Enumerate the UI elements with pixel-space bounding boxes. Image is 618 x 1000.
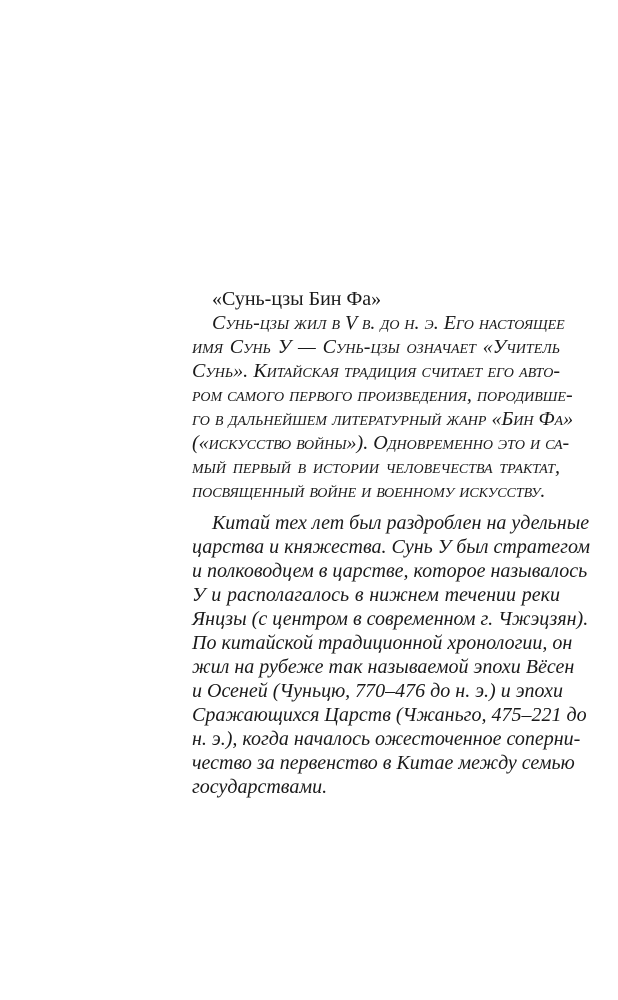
- paragraph2-line: По китайской традиционной хронологии, он: [192, 632, 573, 654]
- paragraph2-line: У и располагалось в нижнем течении реки: [192, 584, 560, 606]
- section-heading: «Сунь-цзы Бин Фа»: [212, 288, 382, 310]
- paragraph1-line: Сунь-цзы жил в V в. до н. э. Его настоящее: [212, 312, 565, 334]
- paragraph1-line: («искусство войны»). Одновременно это и са-: [192, 432, 570, 454]
- paragraph2-line: Китай тех лет был раздроблен на удельные: [212, 512, 590, 534]
- paragraph1-line: мый первый в истории человечества трактат,: [192, 456, 560, 478]
- paragraph2-line: царства и княжества. Сунь У был стратегом: [192, 536, 590, 558]
- paragraph1-line: посвященный войне и военному искусству.: [192, 480, 546, 502]
- paragraph1-line: Сунь». Китайская традиция считает его авто-: [192, 360, 560, 382]
- paragraph2-line: государствами.: [192, 776, 328, 798]
- paragraph1-line: ром самого первого произведения, породивше-: [192, 384, 573, 406]
- paragraph1-line: имя Сунь У — Сунь-цзы означает «Учитель: [192, 336, 560, 358]
- paragraph2-line: и Осеней (Чуньцю, 770–476 до н. э.) и эпохи: [192, 680, 563, 702]
- paragraph2-line: и полководцем в царстве, которое называлось: [192, 560, 588, 582]
- paragraph1-line: го в дальнейшем литературный жанр «Бин Фа»: [192, 408, 574, 430]
- paragraph2-line: н. э.), когда началось ожесточенное соперни-: [192, 728, 581, 750]
- paragraph2-line: жил на рубеже так называемой эпохи Вёсен: [192, 656, 575, 678]
- paragraph2-line: Янцзы (с центром в современном г. Чжэцзян).: [192, 608, 589, 630]
- paragraph2-line: Сражающихся Царств (Чжаньго, 475–221 до: [192, 704, 587, 726]
- paragraph2-line: чество за первенство в Китае между семью: [192, 752, 575, 774]
